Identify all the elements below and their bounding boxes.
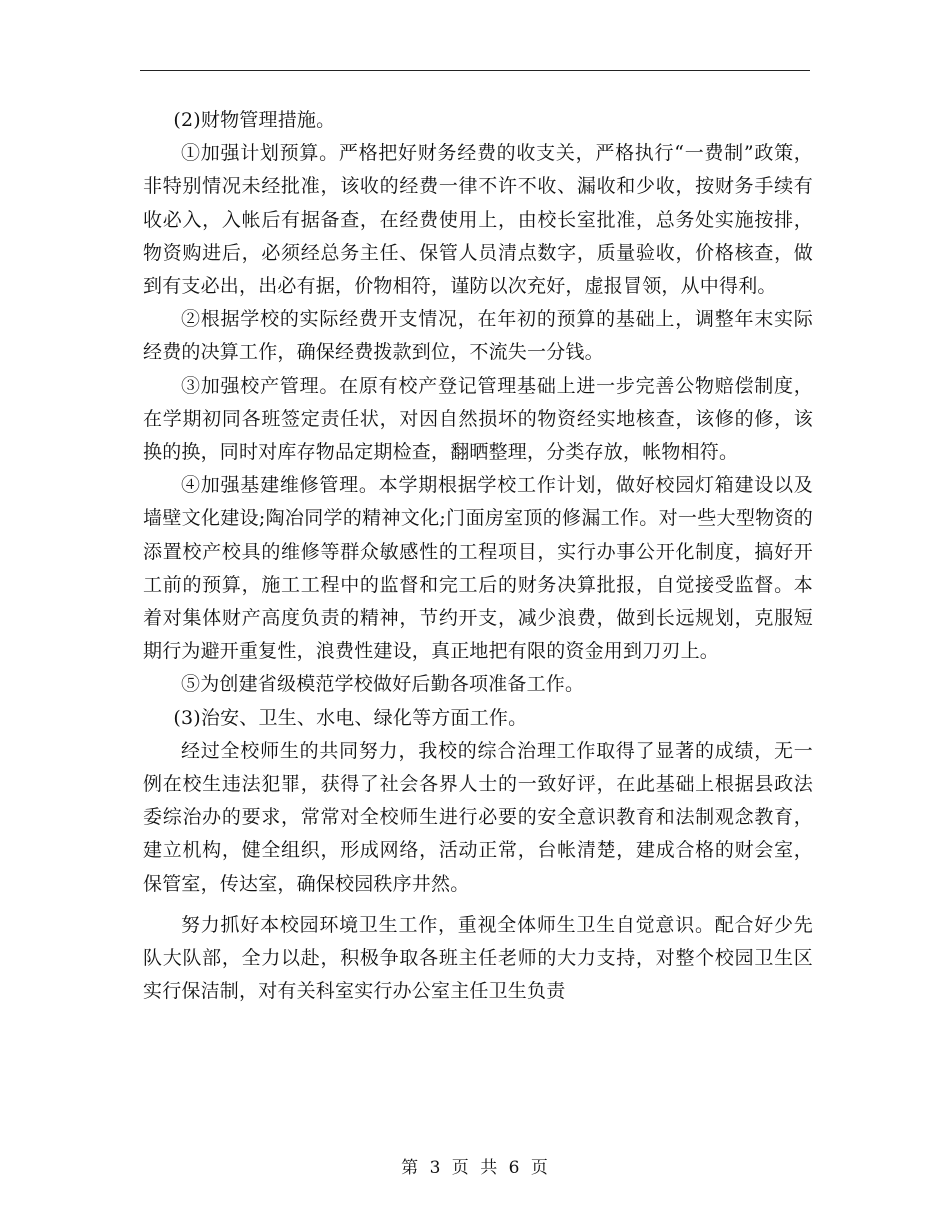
total-pages-number: 6 [508,1158,521,1178]
document-body [143,104,813,1008]
footer-page-word: 页 [451,1158,470,1178]
current-page-number: 3 [429,1158,442,1178]
page-footer [0,1153,950,1178]
section-heading-financial-measures: (2)财物管理措施。 [173,109,336,131]
header-rule [140,70,810,71]
paragraph-model-school-prep: ⑤为创建省级模范学校做好后勤各项准备工作。 [181,673,585,696]
paragraph-budget-planning: ①加强计划预算。严格把好财务经费的收支关，严格执行“一费制”政策，非特别情况未经批准，该收的经费一律不许不收、漏收和少收，按财务手续有收必入，入帐后有据备查，在经费使用上，由校长室批准，总务处实施按排，物资购进后，必须经总务主任、保管人员清点数字，质量验收，价格核查，做到有支必出，出必有据，价物相符，谨防以次充好，虚报冒领，从中得利。 [143,142,813,298]
paragraph-school-property: ③加强校产管理。在原有校产登记管理基础上进一步完善公物赔偿制度，在学期初同各班签定责任状，对因自然损坏的物资经实地核查，该修的修，该换的换，同时对库存物品定期检查，翻晒整理，分类存放，帐物相符。 [143,374,813,464]
footer-prefix: 第 [401,1158,420,1178]
footer-total-word: 共 [480,1158,499,1178]
paragraph-environmental-hygiene: 努力抓好本校园环境卫生工作，重视全体师生卫生自觉意识。配合好少先队大队部，全力以赴，积极争取各班主任老师的大力支持，对整个校园卫生区实行保洁制，对有关科室实行办公室主任卫生负责 [143,913,813,1003]
footer-suffix: 页 [530,1158,549,1178]
paragraph-final-accounts: ②根据学校的实际经费开支情况，在年初的预算的基础上，调整年末实际经费的决算工作，确保经费拨款到位，不流失一分钱。 [143,308,813,364]
section-heading-security-hygiene: (3)治安、卫生、水电、绿化等方面工作。 [173,706,528,729]
paragraph-construction-maintenance: ④加强基建维修管理。本学期根据学校工作计划，做好校园灯箱建设以及墙壁文化建设;陶冶同学的精神文化;门面房室顶的修漏工作。对一些大型物资的添置校产校具的维修等群众敏感性的工程项目，实行办事公开化制度，搞好开工前的预算，施工工程中的监督和完工后的财务决算批报，自觉接受监督。本着对集体财产高度负责的精神，节约开支，减少浪费，做到长远规划，克服短期行为避开重复性，浪费性建设，真正地把有限的资金用到刀刃上。 [143,474,813,663]
paragraph-comprehensive-governance: 经过全校师生的共同努力，我校的综合治理工作取得了显著的成绩，无一例在校生违法犯罪，获得了社会各界人士的一致好评，在此基础上根据县政法委综治办的要求，常常对全校师生进行必要的安全意识教育和法制观念教育，建立机构，健全组织，形成网络，活动正常，台帐清楚，建成合格的财会室，保管室，传达室，确保校园秩序井然。 [143,739,813,895]
